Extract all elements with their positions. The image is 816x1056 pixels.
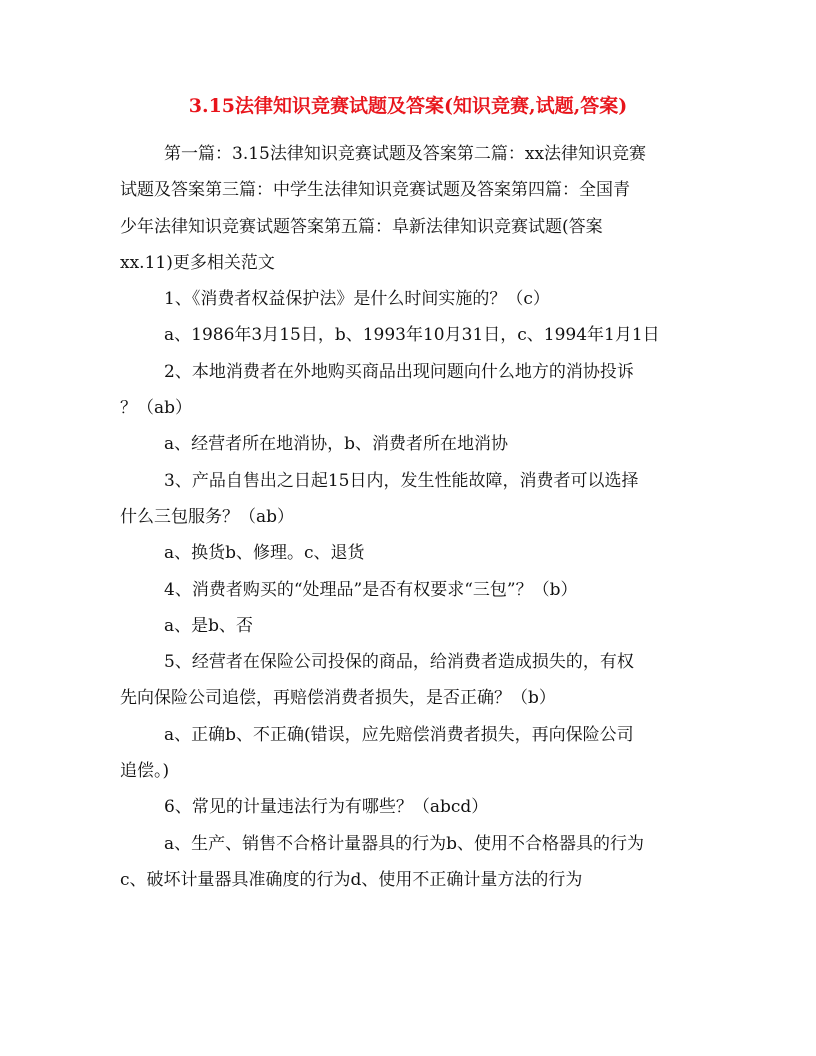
document-body [120, 136, 702, 898]
question-2-continued: ？（ab） [120, 398, 193, 419]
question-6-options-continued: c、破坏计量器具准确度的行为d、使用不正确计量方法的行为 [120, 869, 583, 890]
question-4: 4、消费者购买的“处理品”是否有权要求“三包”？（b） [164, 579, 578, 600]
question-3-continued: 什么三包服务？（ab） [120, 506, 295, 527]
intro-line-4: xx.11)更多相关范文 [120, 252, 275, 273]
question-3: 3、产品自售出之日起15日内，发生性能故障，消费者可以选择 [164, 470, 639, 491]
question-6-options: a、生产、销售不合格计量器具的行为b、使用不合格器具的行为 [164, 833, 645, 854]
question-3-options: a、换货b、修理。c、退货 [164, 543, 365, 564]
intro-line-1: 第一篇：3.15法律知识竞赛试题及答案第二篇：xx法律知识竞赛 [164, 144, 647, 164]
question-5-options: a、正确b、不正确(错误，应先赔偿消费者损失，再向保险公司 [164, 724, 634, 745]
question-6: 6、常见的计量违法行为有哪些？（abcd） [164, 797, 489, 818]
intro-line-2: 试题及答案第三篇：中学生法律知识竞赛试题及答案第四篇：全国青 [120, 180, 630, 201]
question-5: 5、经营者在保险公司投保的商品，给消费者造成损失的，有权 [164, 652, 634, 673]
intro-line-3: 少年法律知识竞赛试题答案第五篇：阜新法律知识竞赛试题(答案 [120, 216, 603, 237]
question-2-options: a、经营者所在地消协，b、消费者所在地消协 [164, 434, 509, 455]
question-1: 1、《消费者权益保护法》是什么时间实施的？（c） [164, 289, 550, 310]
question-1-options: a、1986年3月15日，b、1993年10月31日，c、1994年1月1日 [164, 325, 660, 346]
question-2: 2、本地消费者在外地购买商品出现问题向什么地方的消协投诉 [164, 361, 634, 382]
question-5-continued: 先向保险公司追偿，再赔偿消费者损失，是否正确？（b） [120, 688, 556, 709]
document-title: 3.15法律知识竞赛试题及答案(知识竞赛,试题,答案) [188, 95, 628, 117]
question-4-options: a、是b、否 [164, 615, 254, 636]
question-5-options-continued: 追偿。) [120, 761, 170, 782]
